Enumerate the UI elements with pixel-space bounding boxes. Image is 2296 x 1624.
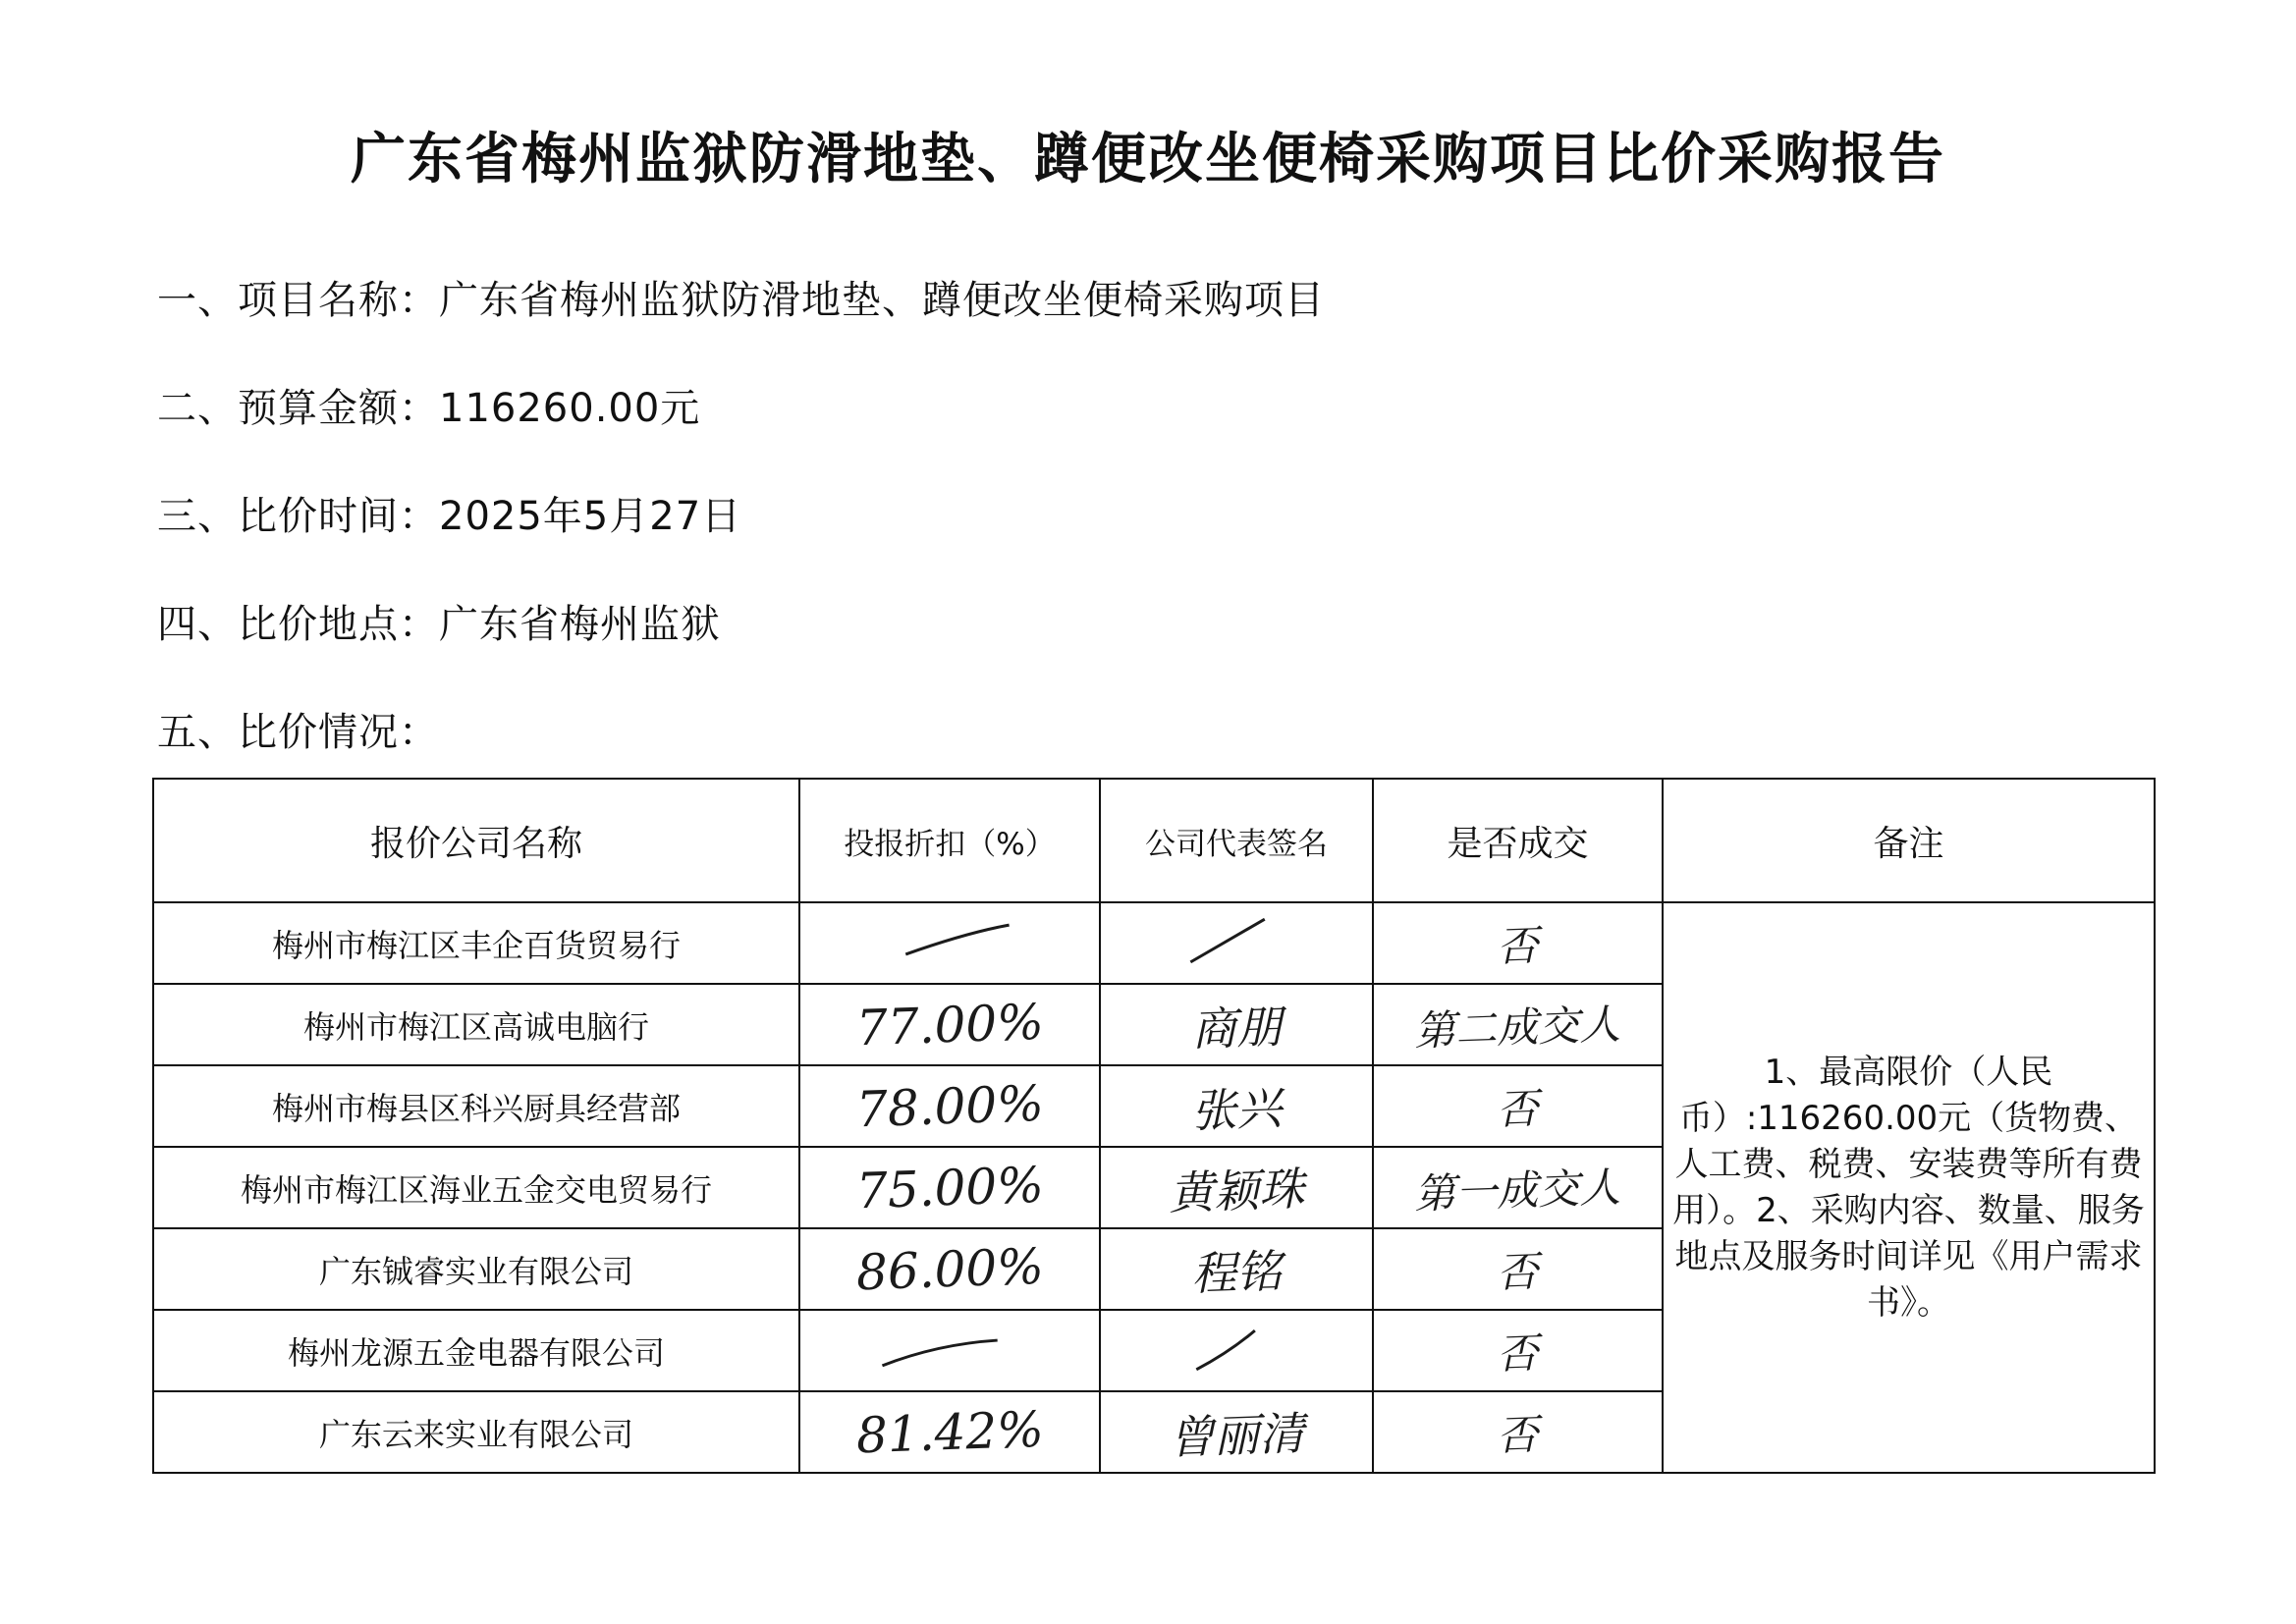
section-project-name	[157, 269, 1325, 325]
result-cell	[1373, 1310, 1663, 1391]
signature-cell	[1100, 1391, 1373, 1473]
report-title: 广东省梅州监狱防滑地垫、蹲便改坐便椅采购项目比价采购报告	[351, 128, 1945, 191]
result-cell	[1373, 1065, 1663, 1147]
table-row	[153, 902, 2155, 984]
section-label: 一、项目名称：	[157, 278, 439, 323]
handwritten-discount: 81.42%	[854, 1400, 1045, 1464]
section-location	[157, 593, 721, 649]
section-comparison	[157, 701, 439, 757]
signature-cell	[1100, 984, 1373, 1065]
handwritten-result: 第一成交人	[1413, 1162, 1622, 1218]
signature-cell	[1100, 902, 1373, 984]
signature-cell	[1100, 1310, 1373, 1391]
handwritten-signature: 黄颖珠	[1168, 1162, 1306, 1219]
signature-cell	[1100, 1228, 1373, 1310]
section-value: 116260.00元	[439, 386, 701, 431]
note-cell: 1、最高限价（人民币）:116260.00元（货物费、人工费、税费、安装费等所有费用）。2、采购内容、数量、服务地点及服务时间详见《用户需求书》。	[1663, 902, 2155, 1473]
handwritten-result: 否	[1496, 1246, 1540, 1297]
discount-cell	[799, 902, 1100, 984]
handwritten-discount: 78.00%	[854, 1074, 1045, 1138]
result-cell	[1373, 984, 1663, 1065]
header-company: 报价公司名称	[153, 779, 799, 902]
handwritten-result: 否	[1496, 1083, 1540, 1134]
strike-mark	[1101, 903, 1372, 983]
header-signature: 公司代表签名	[1100, 779, 1373, 902]
section-label: 二、预算金额：	[157, 386, 439, 431]
signature-cell	[1100, 1147, 1373, 1228]
handwritten-signature: 程铭	[1190, 1243, 1284, 1301]
section-value: 广东省梅州监狱	[439, 602, 721, 647]
discount-cell	[799, 984, 1100, 1065]
handwritten-result: 第二成交人	[1413, 999, 1622, 1056]
handwritten-result: 否	[1496, 920, 1540, 971]
section-budget	[157, 377, 700, 433]
company-name: 广东云来实业有限公司	[153, 1391, 799, 1473]
discount-cell	[799, 1391, 1100, 1473]
section-label: 三、比价时间：	[157, 494, 439, 539]
header-discount: 投报折扣（%）	[799, 779, 1100, 902]
handwritten-signature: 曾丽清	[1168, 1406, 1306, 1464]
discount-cell	[799, 1065, 1100, 1147]
result-cell	[1373, 1391, 1663, 1473]
header-note: 备注	[1663, 779, 2155, 902]
discount-cell	[799, 1228, 1100, 1310]
handwritten-discount: 86.00%	[854, 1237, 1045, 1301]
handwritten-signature: 商朋	[1190, 999, 1284, 1056]
strike-mark	[800, 903, 1099, 983]
section-value: 2025年5月27日	[439, 494, 742, 539]
handwritten-result: 否	[1496, 1409, 1540, 1460]
section-value: 广东省梅州监狱防滑地垫、蹲便改坐便椅采购项目	[439, 278, 1325, 323]
table-header-row	[153, 779, 2155, 902]
handwritten-result: 否	[1496, 1327, 1540, 1379]
handwritten-signature: 张兴	[1190, 1080, 1284, 1138]
strike-mark	[800, 1311, 1099, 1390]
company-name: 梅州龙源五金电器有限公司	[153, 1310, 799, 1391]
discount-cell	[799, 1147, 1100, 1228]
handwritten-discount: 77.00%	[854, 993, 1045, 1056]
company-name: 梅州市梅江区高诚电脑行	[153, 984, 799, 1065]
section-label: 四、比价地点：	[157, 602, 439, 647]
header-result: 是否成交	[1373, 779, 1663, 902]
section-label: 五、比价情况：	[157, 710, 439, 755]
result-cell	[1373, 902, 1663, 984]
company-name: 梅州市梅江区丰企百货贸易行	[153, 902, 799, 984]
comparison-table	[152, 778, 2156, 1474]
section-date	[157, 485, 741, 541]
result-cell	[1373, 1147, 1663, 1228]
company-name: 梅州市梅县区科兴厨具经营部	[153, 1065, 799, 1147]
handwritten-discount: 75.00%	[854, 1156, 1045, 1219]
company-name: 广东铖睿实业有限公司	[153, 1228, 799, 1310]
signature-cell	[1100, 1065, 1373, 1147]
result-cell	[1373, 1228, 1663, 1310]
discount-cell	[799, 1310, 1100, 1391]
strike-mark	[1101, 1311, 1372, 1390]
company-name: 梅州市梅江区海业五金交电贸易行	[153, 1147, 799, 1228]
